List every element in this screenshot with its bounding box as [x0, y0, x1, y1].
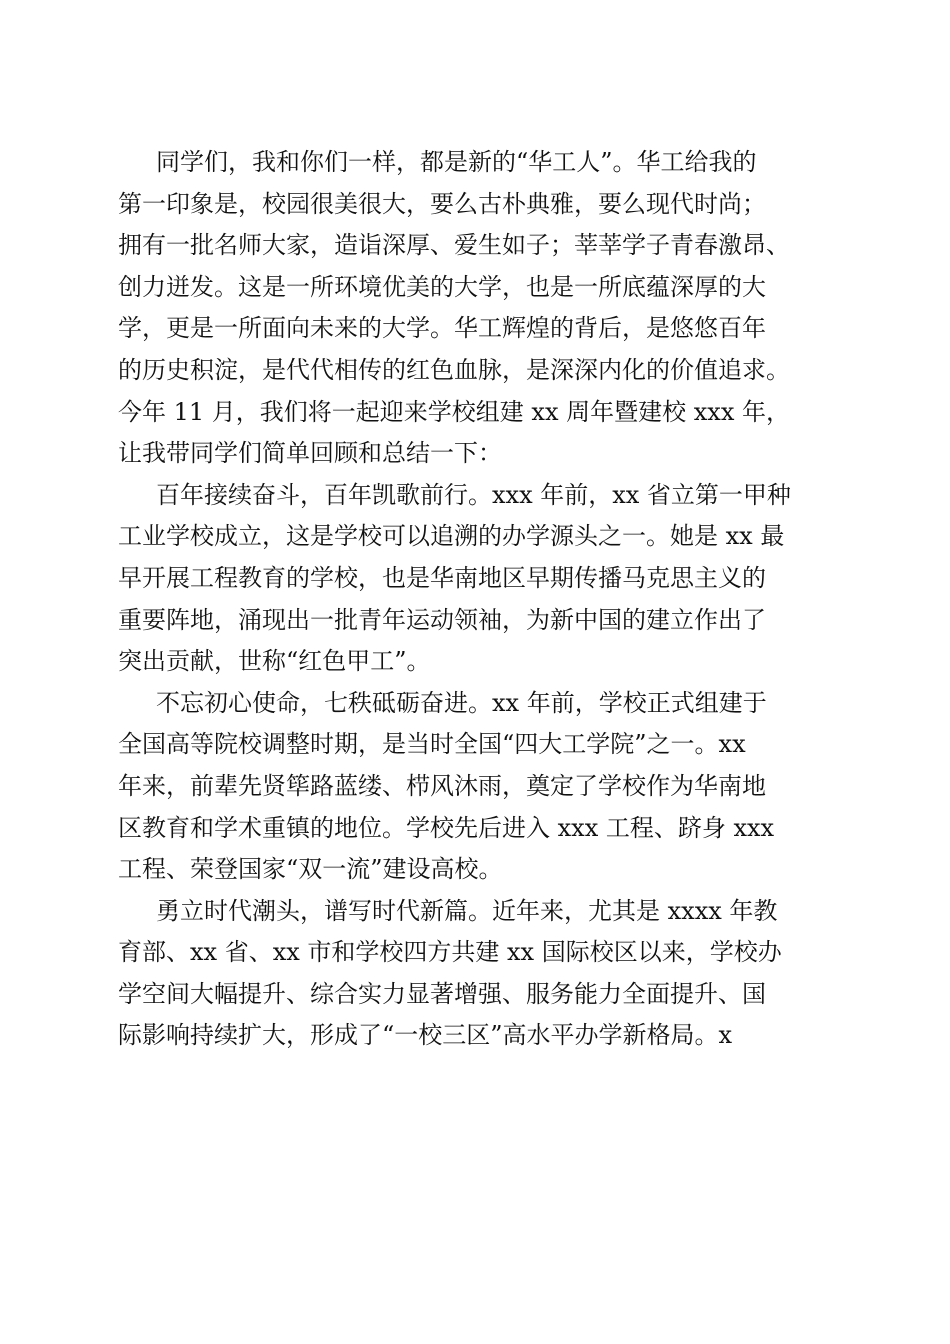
text-line: 创力迸发。这是一所环境优美的大学，也是一所底蕴深厚的大	[118, 272, 766, 301]
text-line: 同学们，我和你们一样，都是新的“华工人”。华工给我的	[156, 148, 757, 176]
text-line: 今年 11 月，我们将一起迎来学校组建 xx 周年暨建校 xxx 年，	[118, 397, 790, 426]
text-line: 第一印象是，校园很美很大，要么古朴典雅，要么现代时尚；	[118, 189, 766, 218]
text-line: 工程、荣登国家“双一流”建设高校。	[118, 855, 503, 884]
text-line: 拥有一批名师大家，造诣深厚、爱生如子；莘莘学子青春激昂、	[118, 231, 790, 260]
text-line: 重要阵地，涌现出一批青年运动领袖，为新中国的建立作出了	[118, 605, 766, 634]
text-line: 让我带同学们简单回顾和总结一下：	[118, 439, 502, 468]
text-line: 育部、xx 省、xx 市和学校四方共建 xx 国际校区以来，学校办	[118, 938, 782, 967]
body-text	[118, 142, 838, 1057]
text-line: 学，更是一所面向未来的大学。华工辉煌的背后，是悠悠百年	[118, 314, 766, 343]
text-line: 际影响持续扩大，形成了“一校三区”高水平办学新格局。x	[118, 1021, 733, 1050]
text-line: 区教育和学术重镇的地位。学校先后进入 xxx 工程、跻身 xxx	[118, 813, 775, 842]
text-line: 学空间大幅提升、综合实力显著增强、服务能力全面提升、国	[118, 979, 766, 1008]
text-line: 不忘初心使命，七秩砥砺奋进。xx 年前，学校正式组建于	[156, 688, 767, 717]
text-line: 早开展工程教育的学校，也是华南地区早期传播马克思主义的	[118, 563, 766, 592]
text-line: 的历史积淀，是代代相传的红色血脉，是深深内化的价值追求。	[118, 355, 790, 384]
text-line: 全国高等院校调整时期，是当时全国“四大工学院”之一。xx	[118, 730, 746, 759]
text-line: 工业学校成立，这是学校可以追溯的办学源头之一。她是 xx 最	[118, 522, 785, 551]
text-line: 年来，前辈先贤筚路蓝缕、栉风沐雨，奠定了学校作为华南地	[118, 771, 766, 800]
text-line: 突出贡献，世称“红色甲工”。	[118, 647, 431, 676]
text-line: 勇立时代潮头，谱写时代新篇。近年来，尤其是 xxxx 年教	[156, 896, 778, 925]
text-line: 百年接续奋斗，百年凯歌前行。xxx 年前，xx 省立第一甲种	[156, 480, 791, 509]
